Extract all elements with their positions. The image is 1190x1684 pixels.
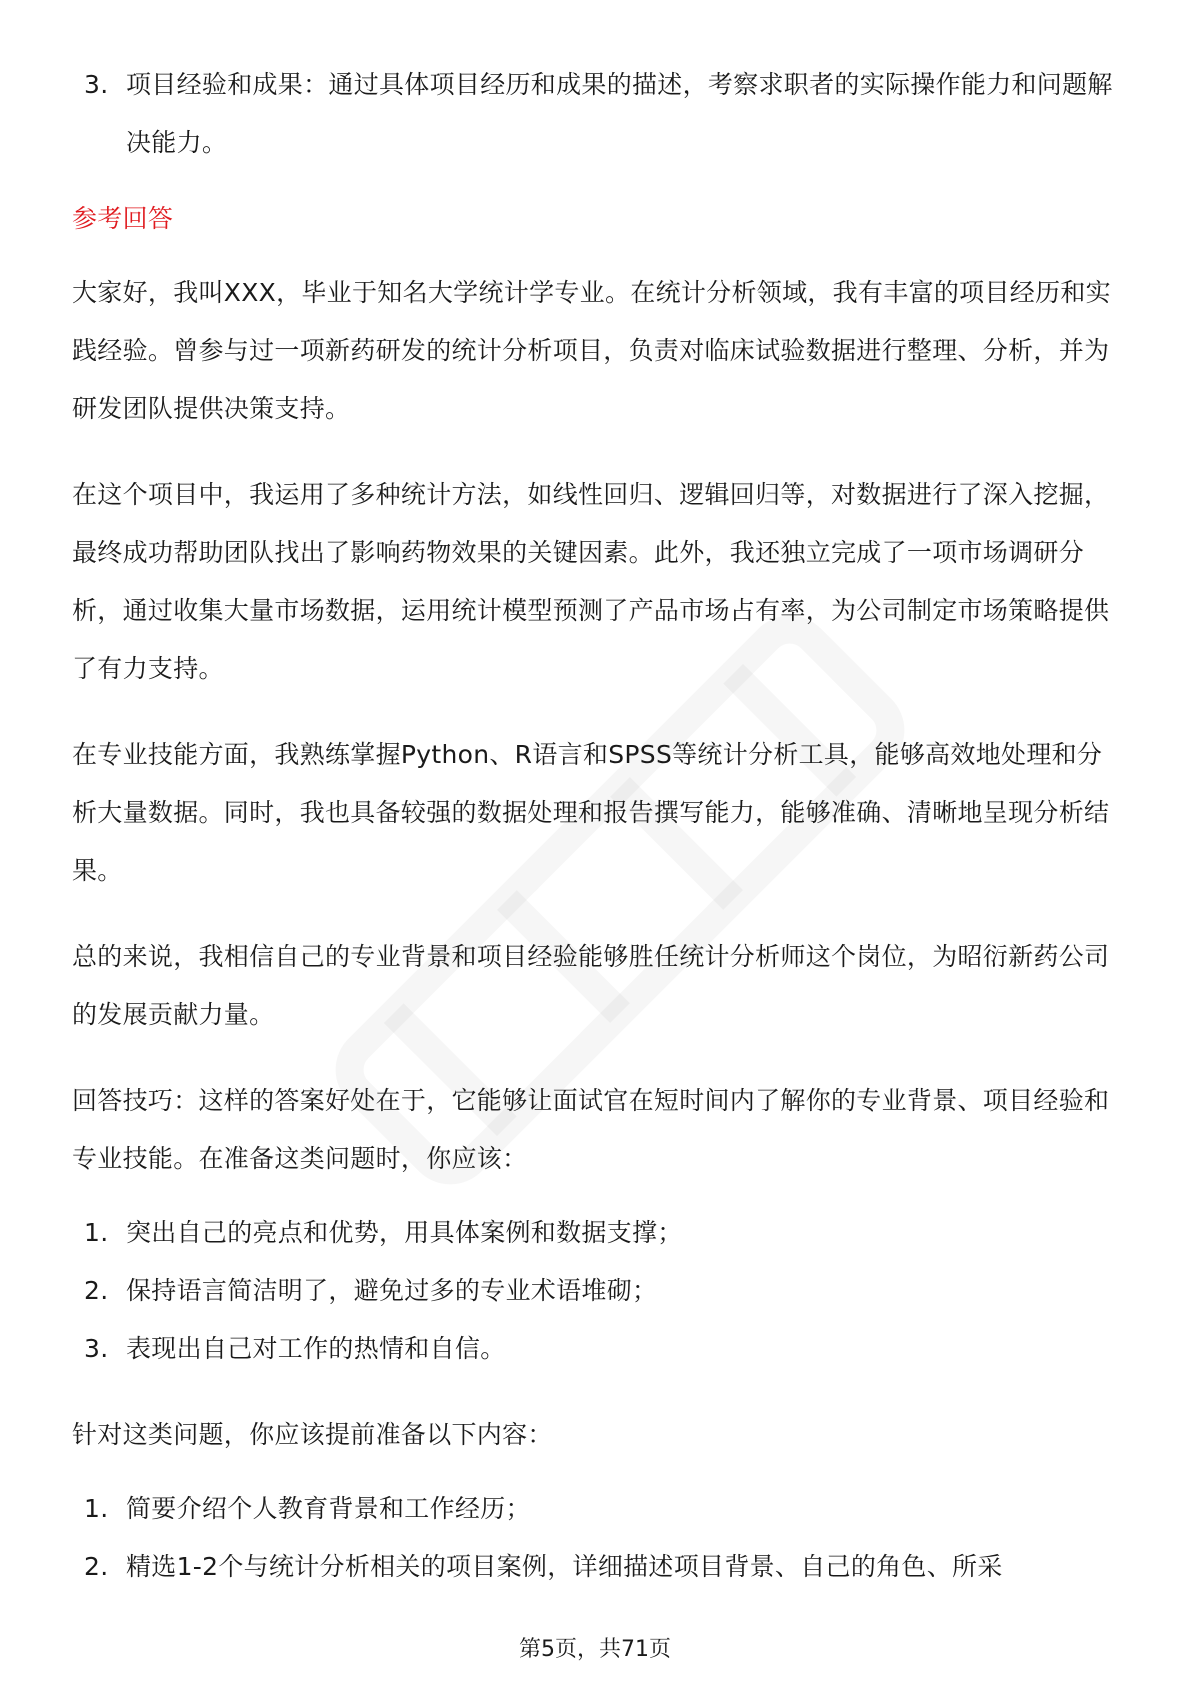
paragraph-skills: 在专业技能方面，我熟练掌握Python、R语言和SPSS等统计分析工具，能够高效地处理和分析大量数据。同时，我也具备较强的数据处理和报告撰写能力，能够准确、清晰地呈现分析结果。: [72, 740, 1110, 885]
paragraph-prep-intro: 针对这类问题，你应该提前准备以下内容：: [72, 1420, 553, 1449]
list-text: 保持语言简洁明了，避免过多的专业术语堆砌；: [126, 1276, 658, 1305]
section-heading: 参考回答: [72, 204, 174, 233]
tips-list: [72, 1204, 1122, 1378]
page-footer: 第5页，共71页: [519, 1637, 671, 1662]
list-text: 项目经验和成果：通过具体项目经历和成果的描述，考察求职者的实际操作能力和问题解决能力。: [126, 70, 1113, 157]
list-text: 突出自己的亮点和优势，用具体案例和数据支撑；: [126, 1218, 683, 1247]
paragraph-intro: 大家好，我叫XXX，毕业于知名大学统计学专业。在统计分析领域，我有丰富的项目经历和实践经验。曾参与过一项新药研发的统计分析项目，负责对临床试验数据进行整理、分析，并为研发团队提供决策支持。: [72, 278, 1111, 423]
paragraph-summary: 总的来说，我相信自己的专业背景和项目经验能够胜任统计分析师这个岗位，为昭衍新药公司的发展贡献力量。: [72, 942, 1110, 1029]
list-item: [72, 56, 1122, 172]
list-item: [72, 1204, 1122, 1262]
list-item: [72, 1480, 1122, 1538]
paragraph-tips: 回答技巧：这样的答案好处在于，它能够让面试官在短时间内了解你的专业背景、项目经验和专业技能。在准备这类问题时，你应该：: [72, 1086, 1110, 1173]
list-number: 3.: [84, 70, 109, 99]
list-text: 表现出自己对工作的热情和自信。: [126, 1334, 506, 1363]
list-number: 3.: [84, 1334, 109, 1363]
document-body: [72, 56, 1122, 1596]
list-item: [72, 1320, 1122, 1378]
criteria-list: [72, 56, 1122, 172]
prep-list: [72, 1480, 1122, 1596]
list-number: 1.: [84, 1218, 109, 1247]
list-number: 2.: [84, 1552, 109, 1581]
list-number: 1.: [84, 1494, 109, 1523]
list-item: [72, 1538, 1122, 1596]
list-text: 精选1-2个与统计分析相关的项目案例，详细描述项目背景、自己的角色、所采: [126, 1552, 1003, 1581]
list-item: [72, 1262, 1122, 1320]
paragraph-project: 在这个项目中，我运用了多种统计方法，如线性回归、逻辑回归等，对数据进行了深入挖掘，最终成功帮助团队找出了影响药物效果的关键因素。此外，我还独立完成了一项市场调研分析，通过收集大量市场数据，运用统计模型预测了产品市场占有率，为公司制定市场策略提供了有力支持。: [72, 480, 1110, 683]
list-text: 简要介绍个人教育背景和工作经历；: [126, 1494, 531, 1523]
list-number: 2.: [84, 1276, 109, 1305]
